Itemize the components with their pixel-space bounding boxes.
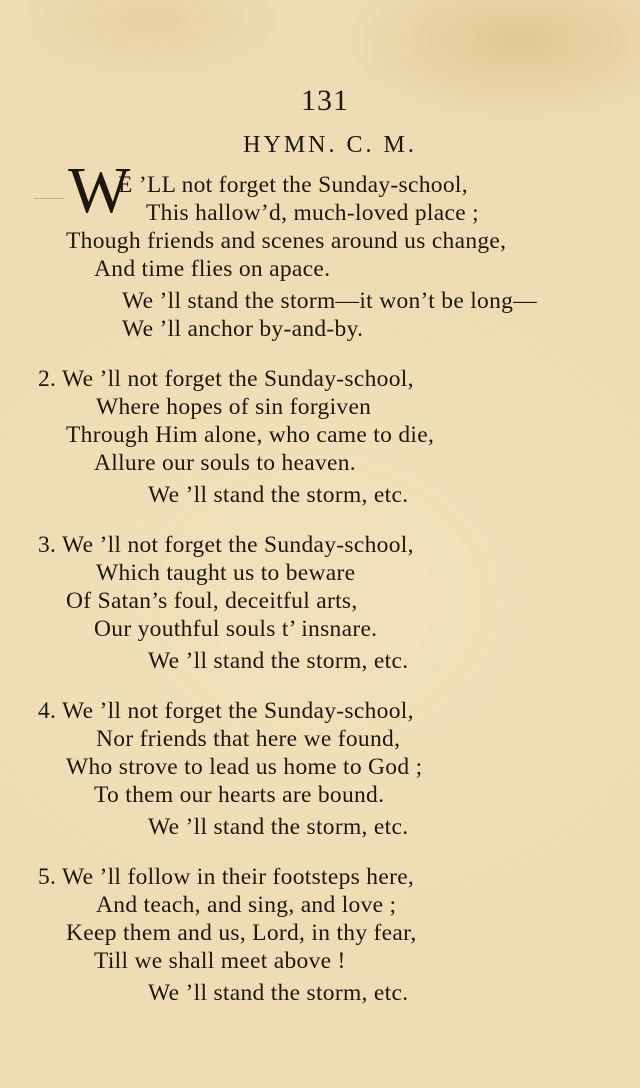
page-number: 131 [301,84,349,117]
verse-1-chorus-2: We ’ll anchor by-and-by. [122,316,364,342]
verse-4-line-2: Nor friends that here we found, [96,726,401,752]
verse-4-line-1: 4. We ’ll not forget the Sunday-school, [38,698,414,724]
verse-5-line-1: 5. We ’ll follow in their footsteps here, [38,864,415,890]
verse-4-line-3: Who strove to lead us home to God ; [66,754,423,780]
verse-2-line-3: Through Him alone, who came to die, [66,422,435,448]
verse-2-line-1: 2. We ’ll not forget the Sunday-school, [38,366,414,392]
verse-2-line-4: Allure our souls to heaven. [94,450,356,476]
verse-3-line-1: 3. We ’ll not forget the Sunday-school, [38,532,414,558]
verse-3-line-4: Our youthful souls t’ insnare. [94,616,378,642]
verse-3-line-2: Which taught us to beware [96,560,356,586]
verse-3-refrain: We ’ll stand the storm, etc. [148,648,409,674]
verse-1-line-2: This hallow’d, much-loved place ; [146,200,479,226]
verse-3-line-3: Of Satan’s foul, deceitful arts, [66,588,358,614]
verse-1-line-1: E ’LL not forget the Sunday-school, [118,172,468,198]
verse-1-line-4: And time flies on apace. [94,256,331,282]
verse-5-refrain: We ’ll stand the storm, etc. [148,980,409,1006]
margin-mark [34,198,64,199]
verse-1-chorus-1: We ’ll stand the storm—it won’t be long— [122,288,537,314]
verse-2-line-2: Where hopes of sin forgiven [96,394,372,420]
verse-4-refrain: We ’ll stand the storm, etc. [148,814,409,840]
verse-5-line-3: Keep them and us, Lord, in thy fear, [66,920,417,946]
hymn-title: HYMN. C. M. [243,132,417,158]
verse-2-refrain: We ’ll stand the storm, etc. [148,482,409,508]
verse-1-line-3: Though friends and scenes around us change, [66,228,507,254]
verse-4-line-4: To them our hearts are bound. [94,782,385,808]
verse-5-line-4: Till we shall meet above ! [94,948,346,974]
verse-5-line-2: And teach, and sing, and love ; [96,892,397,918]
drop-cap: W [68,154,131,227]
